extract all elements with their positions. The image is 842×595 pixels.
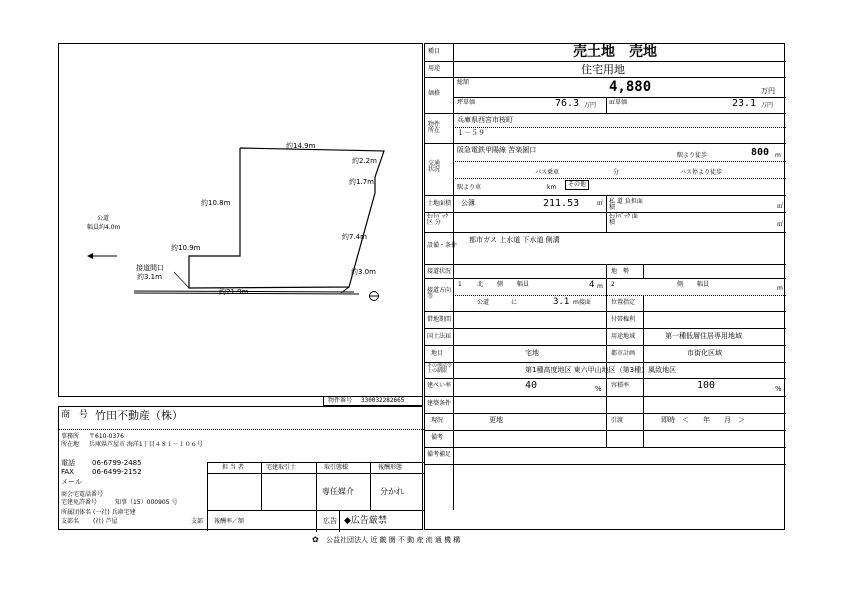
bus-stop: バス停より徒歩 bbox=[680, 169, 723, 176]
cityplan-label: 都市計画 bbox=[611, 350, 636, 357]
category-label: 地目 bbox=[431, 350, 444, 357]
bus-ride: バス乗車 bbox=[535, 169, 560, 176]
frontage-value: 3.1 bbox=[553, 297, 570, 307]
other-limits-label: その他法令上の制限 bbox=[427, 363, 453, 374]
station-from: 駅より車 bbox=[457, 184, 482, 191]
footer-text: 公益社団法人 近 畿 圏 不 動 産 流 通 機 構 bbox=[326, 536, 461, 544]
land-area-label: 土地面積 bbox=[427, 200, 452, 207]
land-area-value: 211.53 bbox=[543, 198, 580, 209]
staff-grid-col-4 bbox=[339, 510, 340, 532]
staff-grid-col-1 bbox=[261, 463, 262, 510]
address: 兵庫県芦屋市 海洋1丁目４８１－１０６号 bbox=[89, 441, 203, 448]
staff-ad: ◆広告厳禁 bbox=[344, 516, 387, 526]
facilities-value: 都市ガス 上水道 下水道 側溝 bbox=[469, 236, 560, 244]
cityplan-value: 市街化区域 bbox=[687, 349, 722, 357]
license-label: 宅建免許番号 bbox=[61, 499, 98, 506]
private-road-label: 私 道 負担面積 bbox=[609, 198, 643, 211]
land-col-divider bbox=[606, 195, 607, 232]
branch: (社) 芦屋 bbox=[93, 518, 118, 525]
map-panel bbox=[58, 43, 423, 397]
handover-label: 引渡 bbox=[611, 417, 624, 424]
staff-manager-label: 宅建取引士 bbox=[266, 464, 297, 471]
notes-extra-label: 備考補足 bbox=[427, 451, 452, 458]
right-label-col-divider bbox=[643, 311, 644, 447]
mail-label: メール bbox=[61, 478, 82, 486]
frontage-unit: m接面 bbox=[573, 299, 591, 306]
private-road-unit: ㎡ bbox=[777, 203, 784, 210]
road-width-label: 幅員約4.0m bbox=[87, 224, 121, 231]
spec-table bbox=[424, 43, 785, 530]
row-line-road-mid bbox=[453, 295, 786, 296]
borrow-label: 借地期間 bbox=[427, 316, 452, 323]
designated-label: 位置指定 bbox=[611, 299, 636, 306]
road-label: 公道 bbox=[97, 215, 110, 222]
road2-side: 側 bbox=[677, 281, 684, 288]
use-label: 用途 bbox=[428, 65, 441, 72]
dim-right-2: 約1.7m bbox=[349, 178, 374, 186]
road2-width-label: 幅員 bbox=[697, 281, 710, 288]
bcr-unit: % bbox=[595, 385, 602, 393]
row-line-land-mid bbox=[425, 212, 786, 213]
current-value: 更地 bbox=[489, 416, 503, 424]
traffic-line1: 阪急電鉄甲陽線 苦楽園口 bbox=[457, 146, 537, 154]
frontage-leader bbox=[174, 272, 189, 288]
tel-label: 電話 bbox=[61, 459, 75, 467]
other-limits-value: 第1種高度地区 東六甲山地区（第3種）風致地区 bbox=[525, 366, 677, 374]
type-label: 種目 bbox=[428, 48, 441, 55]
dim-right-3: 約7.4m bbox=[342, 233, 367, 241]
road1-no: 1 bbox=[458, 281, 462, 288]
fax: 06-6499-2152 bbox=[92, 468, 142, 476]
row-line-category bbox=[425, 362, 786, 363]
fax-label: FAX bbox=[61, 468, 74, 476]
designated-col-divider bbox=[643, 295, 644, 311]
far-value: 100 bbox=[697, 380, 716, 391]
row-line-notes-extra bbox=[425, 464, 786, 465]
traffic-walk-label: 駅より徒歩 bbox=[677, 152, 708, 159]
dim-bottom: 約21.9m bbox=[219, 288, 249, 296]
row-line-current bbox=[425, 430, 786, 431]
row-line-borrow bbox=[425, 328, 786, 329]
tsubo-value: 76.3 bbox=[555, 98, 580, 109]
handover-value: 即時 ＜ 年 月 ＞ bbox=[661, 416, 745, 424]
road-ni: に bbox=[511, 299, 518, 306]
group: (一社) 兵庫宅建 bbox=[93, 509, 136, 516]
office-postal: 〒610-0376 bbox=[89, 433, 124, 440]
staff-ad-label: 広告 bbox=[323, 517, 337, 525]
row-line-type bbox=[425, 61, 786, 62]
lot-outline bbox=[189, 148, 384, 288]
address-label: 所在地 bbox=[61, 441, 80, 448]
row-line-use bbox=[425, 77, 786, 78]
office-label: 事務所 bbox=[61, 433, 80, 440]
staff-fee-label: 報酬形態 bbox=[378, 464, 403, 471]
m2-price-unit: 万円 bbox=[761, 102, 774, 109]
use-value: 住宅用地 bbox=[581, 63, 625, 76]
row-line-location-mid bbox=[453, 127, 786, 128]
dim-middle: 約10.8m bbox=[201, 199, 231, 207]
far-label: 容積率 bbox=[611, 382, 630, 389]
staff-person-label: 担 当 者 bbox=[222, 464, 244, 471]
price-col-divider bbox=[606, 97, 607, 113]
dim-left: 約10.9m bbox=[171, 244, 201, 252]
row-line-other-limits bbox=[425, 378, 786, 379]
traffic-walk: 800 bbox=[751, 147, 770, 158]
m2-price-label: ㎡単価 bbox=[609, 99, 628, 106]
site-map bbox=[59, 44, 422, 396]
zoning-value: 第一種低層住居専用地域 bbox=[665, 332, 742, 340]
bcr-label: 建ぺい率 bbox=[427, 382, 452, 389]
company-name-underline bbox=[59, 429, 424, 430]
staff-trade: 専任媒介 bbox=[322, 487, 354, 496]
road1-side: 側 bbox=[497, 281, 504, 288]
company-name: 竹田不動産（株） bbox=[95, 409, 183, 422]
price-total-label: 総額 bbox=[457, 79, 470, 86]
ground-col-divider bbox=[643, 264, 644, 278]
setback-area-label: ｾｯﾄﾊﾞｯｸ 面 積 bbox=[609, 213, 638, 226]
price-total: 4,880 bbox=[609, 79, 652, 95]
borrow-col-divider bbox=[606, 311, 607, 447]
road2-unit: m bbox=[777, 285, 783, 292]
staff-grid-col-2 bbox=[316, 463, 317, 532]
tsubo-unit: 万円 bbox=[584, 102, 597, 109]
entrance-label: 接道間口 bbox=[136, 264, 164, 272]
road1-width: 4 bbox=[589, 280, 595, 290]
price-unit: 万円 bbox=[761, 87, 775, 95]
property-number: 330032282665 bbox=[361, 397, 405, 404]
row-line-traffic-1 bbox=[453, 161, 786, 162]
row-line-notes bbox=[425, 447, 786, 448]
ground-label: 地 勢 bbox=[611, 268, 630, 275]
property-number-box bbox=[323, 396, 423, 406]
staff-fee: 分かれ bbox=[380, 487, 404, 496]
dim-right-1: 約2.2m bbox=[352, 157, 377, 165]
road-arrow-head bbox=[87, 253, 93, 259]
price-label: 価格 bbox=[428, 90, 441, 97]
location-line2: １－５９ bbox=[457, 129, 485, 137]
road-col-divider bbox=[606, 264, 607, 311]
branch-suffix: 支部 bbox=[191, 518, 204, 525]
road1-unit: m bbox=[597, 283, 603, 290]
property-number-label: 物件番号 bbox=[328, 397, 353, 404]
station-km: km bbox=[547, 184, 557, 191]
row-line-build-cond bbox=[425, 413, 786, 414]
facilities-label: 設備・条件 bbox=[427, 242, 458, 249]
row-line-bcr bbox=[425, 396, 786, 397]
staff-grid bbox=[207, 462, 424, 531]
m2-price-value: 23.1 bbox=[732, 98, 757, 109]
road1-width-label: 幅員 bbox=[517, 281, 530, 288]
type-value: 売土地 売地 bbox=[573, 44, 657, 60]
bus-min: 分 bbox=[613, 169, 620, 176]
road-direction-label: 接道方向等 bbox=[427, 287, 452, 300]
national-land-label: 国土法届 bbox=[427, 333, 452, 340]
company-name-label: 商 号 bbox=[61, 410, 89, 420]
road-public: 公道 bbox=[477, 299, 490, 306]
entrance-width: 約3.1m bbox=[137, 273, 162, 281]
far-unit: % bbox=[775, 385, 782, 393]
staff-trade-label: 取引態様 bbox=[324, 464, 349, 471]
road1-dir: 北 bbox=[477, 281, 484, 288]
dim-top: 約14.9m bbox=[286, 142, 316, 150]
row-line-road-status bbox=[425, 278, 786, 279]
traffic-walk-unit: m bbox=[775, 152, 781, 159]
group-label: 所属団体名 bbox=[61, 509, 92, 516]
license: 知事（15）000905 号 bbox=[115, 499, 178, 506]
road2-no: 2 bbox=[611, 281, 615, 288]
land-rent-label: 付帯権利 bbox=[611, 316, 636, 323]
staff-reward-label: 報酬率／額 bbox=[214, 518, 245, 525]
row-line-land bbox=[425, 232, 786, 233]
setback-label: ｾｯﾄﾊﾞｯｸ 区 分 bbox=[427, 213, 449, 226]
footer-logo-icon: ✿ bbox=[312, 535, 319, 544]
land-area-kind: 公簿 bbox=[461, 199, 475, 207]
current-label: 現況 bbox=[431, 417, 444, 424]
road-status-label: 接道状況 bbox=[427, 268, 452, 275]
land-area-unit: ㎡ bbox=[597, 200, 604, 207]
setback-area-unit: ㎡ bbox=[777, 221, 784, 228]
row-line-national bbox=[425, 345, 786, 346]
row-line-price bbox=[425, 113, 786, 114]
tsubo-label: 坪単価 bbox=[457, 99, 476, 106]
row-line-traffic-2 bbox=[453, 178, 786, 179]
zoning-label: 用途地域 bbox=[611, 333, 636, 340]
row-line-location bbox=[425, 143, 786, 144]
category-value: 宅地 bbox=[525, 349, 539, 357]
branch-label: 支部名 bbox=[61, 518, 80, 525]
dim-right-4: 約3.0m bbox=[351, 268, 376, 276]
notes-label: 備考 bbox=[431, 434, 444, 441]
location-label: 物件 所在 bbox=[428, 121, 441, 134]
bcr-value: 40 bbox=[525, 380, 538, 391]
build-cond-label: 建築条件 bbox=[427, 400, 452, 407]
traffic-label: 交通 状況 bbox=[428, 160, 441, 173]
traffic-other: その他 bbox=[565, 180, 589, 190]
assoc-label: 商会宅電話番号 bbox=[61, 491, 104, 498]
tel: 06-6799-2485 bbox=[92, 459, 142, 467]
company-panel bbox=[58, 406, 423, 530]
location-line1: 兵庫県西宮市桜町 bbox=[457, 116, 513, 124]
staff-grid-col-3 bbox=[370, 463, 371, 510]
